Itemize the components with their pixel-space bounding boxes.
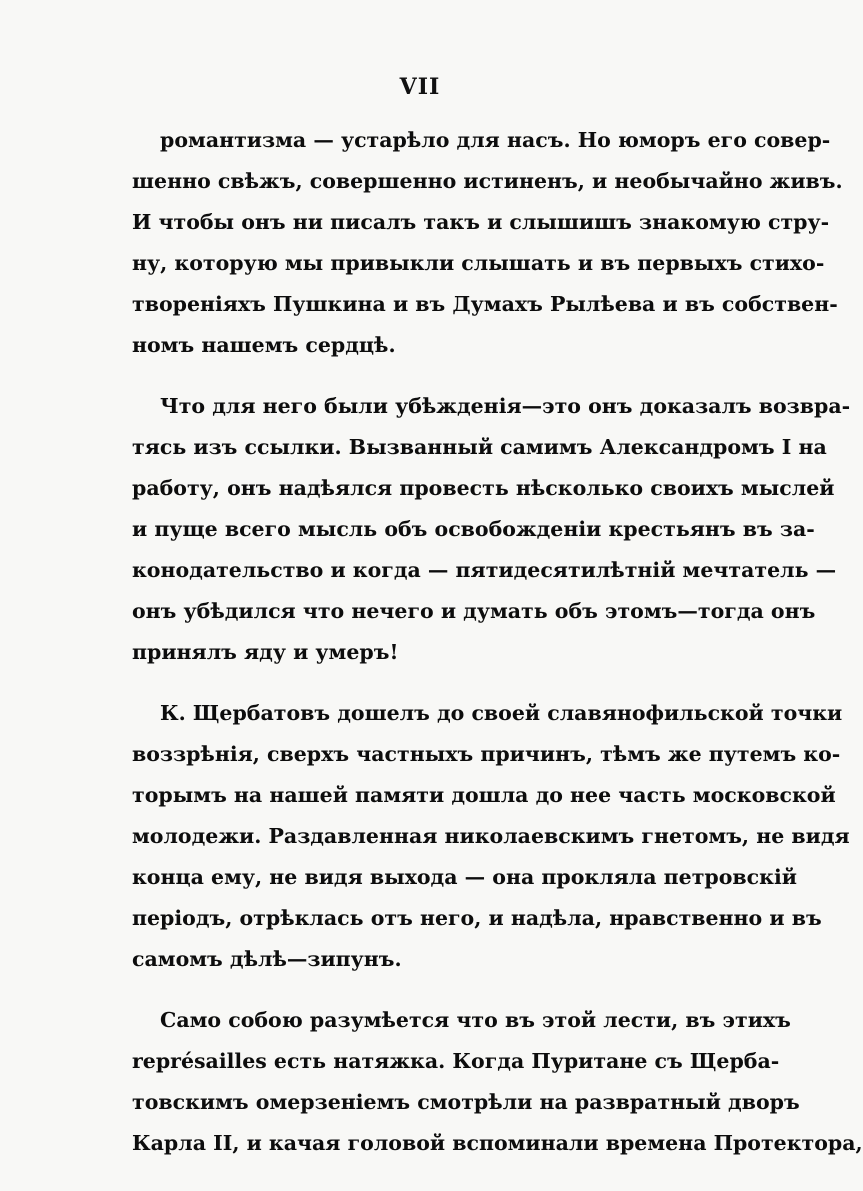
text-line: Что для него были убѣжденія—это онъ доказалъ возвра- (160, 394, 851, 418)
page-number: VII (399, 74, 441, 100)
text-line: К. Щербатовъ дошелъ до своей славянофильской точки (160, 701, 843, 725)
text-line: молодежи. Раздавленная николаевскимъ гнетомъ, не видя (132, 824, 850, 848)
text-line: товскимъ омерзеніемъ смотрѣли на развратный дворъ (132, 1090, 800, 1114)
text-line: и пуще всего мысль объ освобожденіи крестьянъ въ за- (132, 517, 815, 541)
text-line: твореніяхъ Пушкина и въ Думахъ Рылѣева и въ собствен- (132, 292, 838, 316)
text-line: конца ему, не видя выхода — она прокляла петровскій (132, 865, 797, 889)
text-line: И чтобы онъ ни писалъ такъ и слышишъ знакомую стру- (132, 210, 830, 234)
text-line: воззрѣнія, сверхъ частныхъ причинъ, тѣмъ же путемъ ко- (132, 742, 841, 766)
paragraph (132, 1000, 863, 1164)
text-line: Карла II, и качая головой вспоминали времена Протектора, (132, 1131, 863, 1155)
text-line: конодательство и когда — пятидесятилѣтній мечтатель — (132, 558, 837, 582)
text-line: шенно свѣжъ, совершенно истиненъ, и необычайно живъ. (132, 169, 843, 193)
text-line: ну, которую мы привыкли слышать и въ первыхъ стихо- (132, 251, 825, 275)
text-line: номъ нашемъ сердцѣ. (132, 333, 396, 357)
paragraph (132, 120, 843, 366)
text-line: тясь изъ ссылки. Вызванный самимъ Александромъ I на (132, 435, 827, 459)
text-line: Само собою разумѣется что въ этой лести, въ этихъ (160, 1008, 791, 1032)
body-text (132, 120, 863, 1184)
text-line: работу, онъ надѣялся провесть нѣсколько своихъ мыслей (132, 476, 835, 500)
paragraph (132, 693, 850, 980)
text-line: онъ убѣдился что нечего и думать объ этомъ—тогда онъ (132, 599, 816, 623)
paragraph (132, 386, 851, 673)
text-line: représailles есть натяжка. Когда Пуритане съ Щерба- (132, 1049, 780, 1073)
text-line: романтизма — устарѣло для насъ. Но юморъ его совер- (160, 128, 831, 152)
text-line: періодъ, отрѣклась отъ него, и надѣла, нравственно и въ (132, 906, 822, 930)
text-line: торымъ на нашей памяти дошла до нее часть московской (132, 783, 836, 807)
text-line: самомъ дѣлѣ—зипунъ. (132, 947, 402, 971)
text-line: принялъ яду и умеръ! (132, 640, 399, 664)
